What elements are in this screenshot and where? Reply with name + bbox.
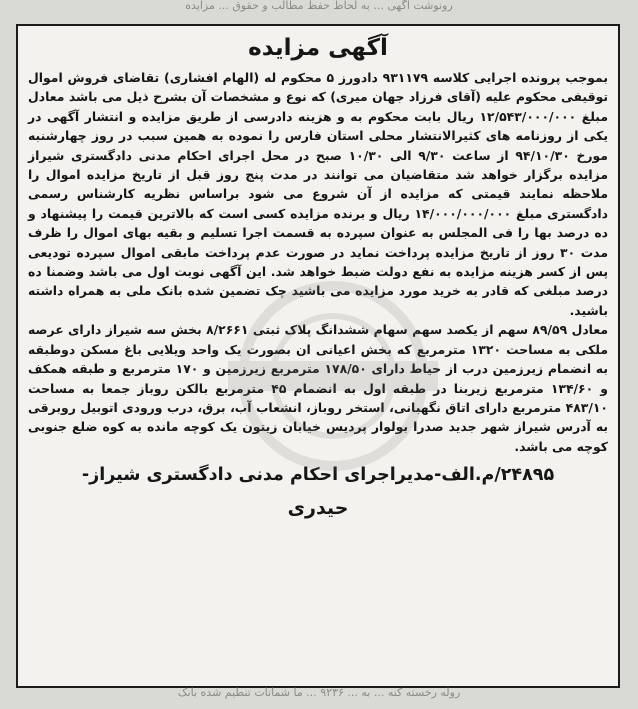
notice-body-paragraph: بموجب پرونده اجرایی کلاسه ۹۳۱۱۷۹ دادورز ۵ محکوم له (الهام افشاری) تقاضای فروش اموال توقیفی محکوم علیه (آقای فرزاد جهان میری) که نوع و مشخصات آن بشرح ذیل می باشد معادل مبلغ ۱۲/۵۴۳/۰۰۰/۰۰۰ ریال بابت محکوم به و هزینه دادرسی از طریق مزایده و انتشار آگهی در یکی از روزنامه های کثیرالانتشار محلی استان فارس را نموده به همین سبب در روز چهارشنبه مورخ ۹۴/۱۰/۳۰ از ساعت ۹/۳۰ الی ۱۰/۳۰ صبح در محل اجرای احکام مدنی دادگستری شیراز مزایده برگزار خواهد شد متقاضیان می توانند در مدت پنج روز قبل از تاریخ مزایده اموال را ملاحظه نمایند قیمتی که مزایده از آن شروع می شود براساس نظریه کارشناس رسمی دادگستری مبلغ ۱۴/۰۰۰/۰۰۰/۰۰۰ ریال و برنده مزایده کسی است که بالاترین قیمت را پیشنهاد و ده درصد بها را فی المجلس به عنوان سپرده به قسمت اجرا تسلیم و بقیه بهای اموال را ظرف مدت ۳۰ روز از تاریخ مزایده پرداخت نماید در صورت عدم پرداخت مابقی اموال سپرده تودیعی پس از کسر هزینه مزایده به نفع دولت ضبط خواهد شد. این آگهی نوبت اول می باشد وضمنا ده درصد مبلغی که قادر به خرید مورد مزایده می باشید چک تضمین شده بانک ملی به همراه داشته باشید.	[28, 70, 609, 318]
property-description-paragraph: معادل ۸۹/۵۹ سهم از یکصد سهم سهام ششدانگ پلاک ثبتی ۸/۲۶۶۱ بخش سه شیراز دارای عرصه ملکی به مساحت ۱۳۲۰ مترمربع که بخش اعیانی ان بصورت یک واحد ویلایی باغ مسکن دوطبقه به انضمام زیرزمین درب از حیاط دارای ۱۷۸/۵۰ مترمربع زیرزمین و ۱۷۰ مترمربع و طبقه همکف و ۱۳۴/۶۰ مترمربع زیربنا در طبقه اول به انضمام ۴۵ مترمربع بالکن روباز جمعا به مساحت ۴۸۳/۱۰ مترمربع دارای اتاق نگهبانی، استخر روباز، انشعاب آب، برق، درب ورودی اتوبیل روبرقی به آدرس شیراز شهر جدید صدرا بولوار پردیس خیابان زیتون یک کوچه مانده به کوه ضلع جنوبی کوچه می باشد.	[28, 322, 609, 454]
notice-signature-line: ۲۴۸۹۵/م.الف-مدیراجرای احکام مدنی دادگستری شیراز-	[81, 465, 555, 486]
bleed-through-text-bottom: روله رخسته کنه ... به ... ۹۲۳۶ ... ما شماتات تنطیم شده بانک	[177, 687, 461, 699]
bleed-through-text-top: رونوشت آگهی ... به لحاظ حفظ مطالب و حقوق ... مزایده	[185, 0, 453, 12]
auction-notice	[16, 24, 620, 688]
notice-signatory: حیدری	[287, 497, 349, 520]
notice-title: آگهی مزایده	[248, 35, 388, 61]
